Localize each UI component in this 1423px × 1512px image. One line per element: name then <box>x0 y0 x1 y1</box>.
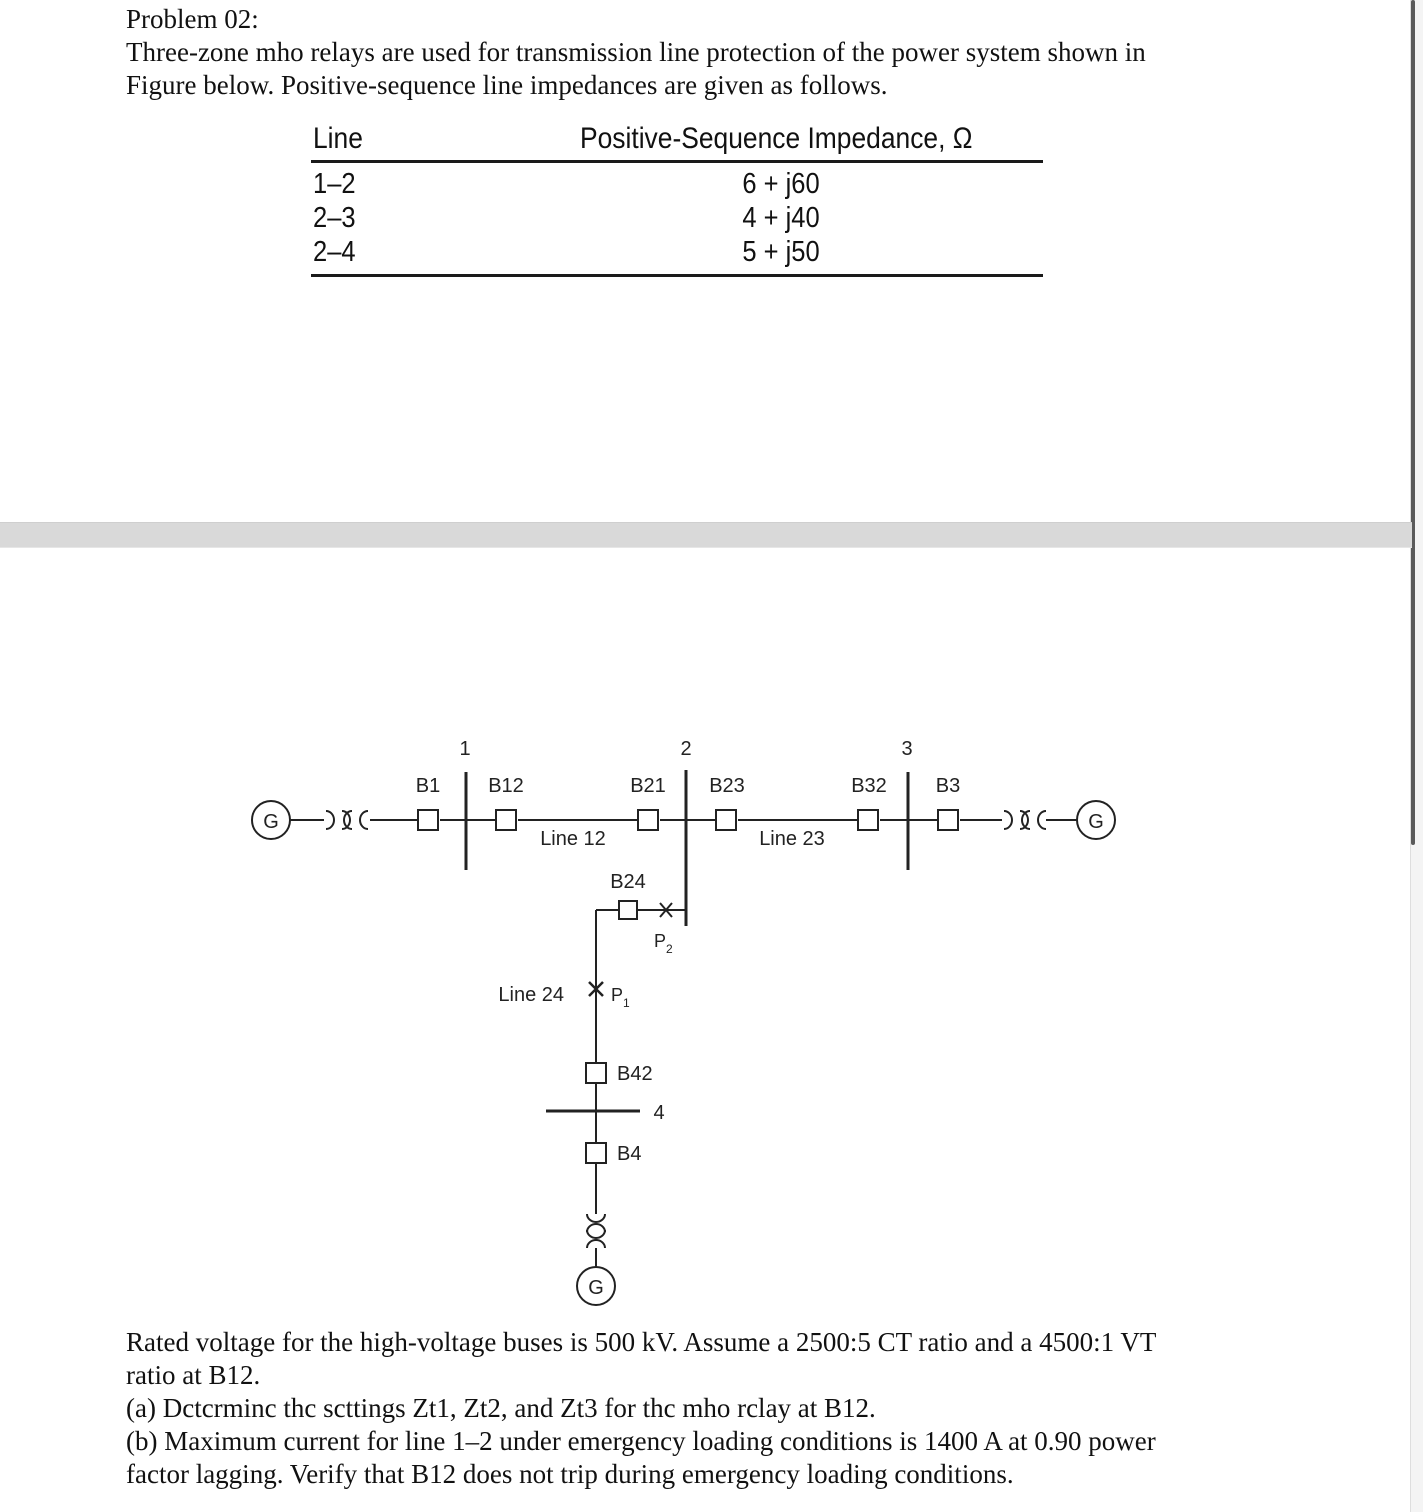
table-cell-impedance: 4 + j40 <box>742 202 820 234</box>
bus-number: 2 <box>680 738 692 760</box>
breaker-b42 <box>586 1063 606 1083</box>
breaker-b3 <box>938 810 958 830</box>
table-cell-line: 2–4 <box>313 236 356 268</box>
breaker-label: B1 <box>415 775 441 797</box>
breaker-b12 <box>496 810 516 830</box>
question-text <box>126 1326 1326 1491</box>
breaker-label: B23 <box>709 775 745 797</box>
generator-bottom <box>577 1267 615 1305</box>
line-label: Line 23 <box>759 828 825 850</box>
fault-label-p2: $P_2$ <box>654 931 673 956</box>
breaker-label: B12 <box>488 775 524 797</box>
breaker-label: B3 <box>935 775 961 797</box>
breaker-label: B32 <box>851 775 887 797</box>
transformer-right-b <box>1022 811 1046 829</box>
intro-line: Three-zone mho relays are used for transmission line protection of the power system shown in <box>126 37 1146 67</box>
breaker-b21 <box>638 810 658 830</box>
breaker-b4 <box>586 1143 606 1163</box>
bus-number: 1 <box>459 738 471 760</box>
table-cell-impedance: 5 + j50 <box>742 236 820 268</box>
breaker-label: B24 <box>610 871 646 893</box>
one-line-diagram <box>0 560 1140 1320</box>
line-label: Line 24 <box>498 984 564 1006</box>
table-header-line: Line <box>313 122 363 155</box>
generator-label: G <box>588 1277 604 1299</box>
question-line: factor lagging. Verify that B12 does not trip during emergency loading conditions. <box>126 1459 1014 1489</box>
transformer-left-b <box>344 811 368 829</box>
problem-title: Problem 02: <box>126 4 259 34</box>
question-line: (b) Maximum current for line 1–2 under emergency loading conditions is 1400 A at 0.90 power <box>126 1426 1156 1456</box>
table-cell-line: 2–3 <box>313 202 356 234</box>
breaker-b32 <box>858 810 878 830</box>
table-header-rule <box>311 160 1043 163</box>
breaker-b23 <box>716 810 736 830</box>
breaker-b1 <box>418 810 438 830</box>
line-label: Line 12 <box>540 828 606 850</box>
breaker-label: B42 <box>617 1063 653 1085</box>
intro-line: Figure below. Positive-sequence line impedances are given as follows. <box>126 70 888 100</box>
fault-label-p1: $P_1$ <box>611 985 630 1010</box>
generator-right <box>1077 801 1115 839</box>
generator-label: G <box>1088 811 1104 833</box>
question-line: (a) Dctcrminc thc scttings Zt1, Zt2, and Zt3 for thc mho rclay at B12. <box>126 1393 876 1423</box>
scrollbar-thumb[interactable] <box>1411 0 1415 845</box>
table-cell-impedance: 6 + j60 <box>742 168 820 200</box>
table-bottom-rule <box>311 274 1043 277</box>
question-line: Rated voltage for the high-voltage buses is 500 kV. Assume a 2500:5 CT ratio and a 4500:1 VT <box>126 1327 1157 1357</box>
table-cell-line: 1–2 <box>313 168 356 200</box>
generator-left <box>252 801 290 839</box>
impedance-table <box>311 118 1043 280</box>
bus-number: 4 <box>653 1102 665 1124</box>
bus-number: 3 <box>901 738 913 760</box>
problem-intro <box>126 36 1326 102</box>
breaker-label: B4 <box>617 1143 642 1165</box>
breaker-label: B21 <box>630 775 666 797</box>
generator-label: G <box>263 811 279 833</box>
question-line: ratio at B12. <box>126 1360 261 1390</box>
breaker-b24 <box>619 901 637 919</box>
page-separator <box>0 522 1412 548</box>
table-header-impedance: Positive-Sequence Impedance, Ω <box>580 122 973 155</box>
